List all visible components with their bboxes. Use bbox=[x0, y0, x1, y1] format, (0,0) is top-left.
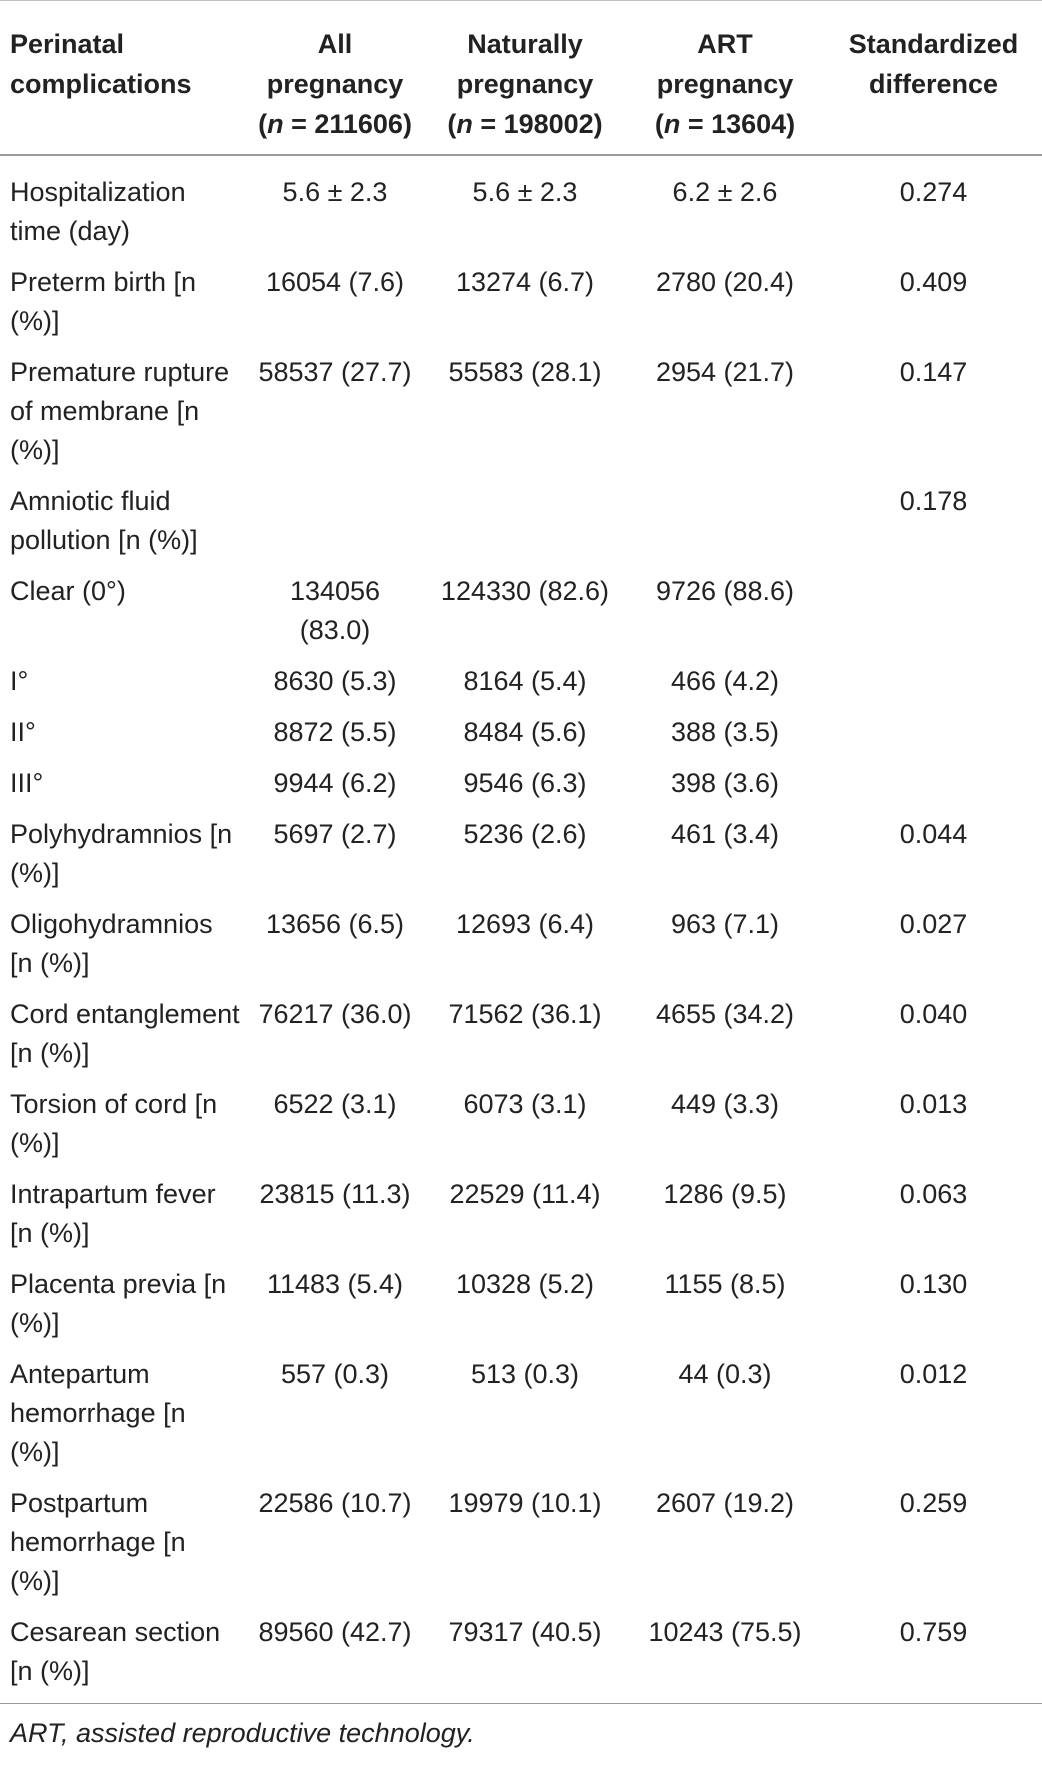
row-label: Preterm birth [n (%)] bbox=[10, 267, 197, 336]
table-row bbox=[0, 347, 1042, 476]
standardized-difference-cell: 0.012 bbox=[899, 1359, 968, 1389]
row-label: Polyhydramnios [n (%)] bbox=[10, 819, 233, 888]
art-pregnancy-cell: 2607 (19.2) bbox=[655, 1488, 795, 1518]
all-pregnancy-cell: 76217 (36.0) bbox=[258, 999, 412, 1029]
header-naturally-pregnancy: Naturally pregnancy (n = 198002) bbox=[425, 1, 625, 156]
all-pregnancy-cell: 9944 (6.2) bbox=[273, 768, 397, 798]
naturally-pregnancy-cell: 9546 (6.3) bbox=[463, 768, 587, 798]
header-art-pregnancy: ART pregnancy (n = 13604) bbox=[625, 1, 825, 156]
all-pregnancy-cell: 11483 (5.4) bbox=[266, 1269, 404, 1299]
naturally-pregnancy-cell: 55583 (28.1) bbox=[448, 357, 602, 387]
all-pregnancy-cell: 134056 (83.0) bbox=[289, 576, 381, 645]
all-pregnancy-cell: 13656 (6.5) bbox=[265, 909, 405, 939]
art-pregnancy-cell: 1286 (9.5) bbox=[663, 1179, 787, 1209]
art-pregnancy-cell: 963 (7.1) bbox=[670, 909, 780, 939]
naturally-pregnancy-cell: 5.6 ± 2.3 bbox=[472, 177, 578, 207]
standardized-difference-cell bbox=[825, 707, 1042, 758]
header-standardized-difference: Standardized difference bbox=[825, 1, 1042, 156]
standardized-difference-cell: 0.409 bbox=[899, 267, 968, 297]
all-pregnancy-cell: 16054 (7.6) bbox=[265, 267, 405, 297]
row-label: Torsion of cord [n (%)] bbox=[10, 1089, 218, 1158]
table-row bbox=[0, 1169, 1042, 1259]
naturally-pregnancy-cell: 5236 (2.6) bbox=[463, 819, 587, 849]
art-pregnancy-cell: 466 (4.2) bbox=[670, 666, 780, 696]
standardized-difference-cell: 0.063 bbox=[899, 1179, 968, 1209]
all-pregnancy-cell: 6522 (3.1) bbox=[273, 1089, 397, 1119]
header-all-pregnancy: All pregnancy (n = 211606) bbox=[245, 1, 425, 156]
all-pregnancy-cell: 23815 (11.3) bbox=[259, 1179, 411, 1209]
all-pregnancy-cell: 8872 (5.5) bbox=[273, 717, 397, 747]
art-pregnancy-cell: 10243 (75.5) bbox=[625, 1607, 825, 1704]
table-body bbox=[0, 155, 1042, 1704]
header-perinatal-complications: Perinatal complications bbox=[0, 1, 245, 156]
naturally-pregnancy-cell: 8164 (5.4) bbox=[463, 666, 587, 696]
naturally-pregnancy-cell: 6073 (3.1) bbox=[463, 1089, 587, 1119]
naturally-pregnancy-cell: 19979 (10.1) bbox=[448, 1488, 602, 1518]
art-pregnancy-cell: 4655 (34.2) bbox=[655, 999, 795, 1029]
row-label: Cesarean section [n (%)] bbox=[0, 1607, 245, 1704]
art-pregnancy-cell: 44 (0.3) bbox=[678, 1359, 772, 1389]
naturally-pregnancy-cell: 10328 (5.2) bbox=[455, 1269, 595, 1299]
row-label: Clear (0°) bbox=[10, 576, 126, 606]
art-pregnancy-cell: 1155 (8.5) bbox=[664, 1269, 786, 1299]
standardized-difference-cell: 0.040 bbox=[899, 999, 968, 1029]
standardized-difference-cell: 0.130 bbox=[899, 1269, 968, 1299]
row-label: I° bbox=[10, 666, 29, 696]
table-row bbox=[0, 707, 1042, 758]
standardized-difference-cell: 0.027 bbox=[899, 909, 968, 939]
header-row bbox=[0, 1, 1042, 156]
art-pregnancy-cell bbox=[625, 476, 825, 566]
table-row bbox=[0, 899, 1042, 989]
standardized-difference-cell: 0.147 bbox=[899, 357, 968, 387]
all-pregnancy-cell: 5697 (2.7) bbox=[273, 819, 397, 849]
row-label: II° bbox=[10, 717, 36, 747]
all-pregnancy-cell: 8630 (5.3) bbox=[273, 666, 397, 696]
table-row bbox=[0, 989, 1042, 1079]
row-label: Oligohydramnios [n (%)] bbox=[10, 909, 213, 978]
all-pregnancy-cell: 89560 (42.7) bbox=[245, 1607, 425, 1704]
naturally-pregnancy-cell: 124330 (82.6) bbox=[440, 576, 610, 606]
naturally-pregnancy-cell: 22529 (11.4) bbox=[449, 1179, 601, 1209]
art-pregnancy-cell: 398 (3.6) bbox=[670, 768, 780, 798]
art-pregnancy-cell: 449 (3.3) bbox=[670, 1089, 780, 1119]
all-pregnancy-cell: 5.6 ± 2.3 bbox=[282, 177, 388, 207]
naturally-pregnancy-cell: 513 (0.3) bbox=[470, 1359, 580, 1389]
all-pregnancy-cell: 58537 (27.7) bbox=[258, 357, 412, 387]
standardized-difference-cell: 0.013 bbox=[899, 1089, 968, 1119]
standardized-difference-cell bbox=[825, 758, 1042, 809]
standardized-difference-cell: 0.178 bbox=[899, 486, 968, 516]
table-row bbox=[0, 1079, 1042, 1169]
table-row bbox=[0, 1259, 1042, 1349]
table-row bbox=[0, 809, 1042, 899]
art-pregnancy-cell: 2954 (21.7) bbox=[655, 357, 795, 387]
row-label: Hospitalization time (day) bbox=[10, 177, 186, 246]
row-label: Amniotic fluid pollution [n (%)] bbox=[10, 486, 198, 555]
row-label: III° bbox=[10, 768, 44, 798]
art-pregnancy-cell: 461 (3.4) bbox=[670, 819, 780, 849]
table-row bbox=[0, 476, 1042, 566]
table-row bbox=[0, 1607, 1042, 1704]
table-header bbox=[0, 1, 1042, 156]
standardized-difference-cell bbox=[825, 566, 1042, 656]
naturally-pregnancy-cell: 79317 (40.5) bbox=[425, 1607, 625, 1704]
art-pregnancy-cell: 6.2 ± 2.6 bbox=[672, 177, 778, 207]
table-row bbox=[0, 257, 1042, 347]
table-row bbox=[0, 1349, 1042, 1478]
row-label: Postpartum hemorrhage [n (%)] bbox=[10, 1488, 186, 1596]
row-label: Intrapartum fever [n (%)] bbox=[10, 1179, 216, 1248]
art-pregnancy-cell: 9726 (88.6) bbox=[655, 576, 795, 606]
naturally-pregnancy-cell: 71562 (36.1) bbox=[448, 999, 602, 1029]
standardized-difference-cell: 0.044 bbox=[899, 819, 968, 849]
table-row bbox=[0, 1478, 1042, 1607]
row-label: Antepartum hemorrhage [n (%)] bbox=[10, 1359, 186, 1467]
all-pregnancy-cell: 557 (0.3) bbox=[280, 1359, 390, 1389]
row-label: Premature rupture of membrane [n (%)] bbox=[10, 357, 230, 465]
standardized-difference-cell: 0.259 bbox=[899, 1488, 968, 1518]
row-label: Placenta previa [n (%)] bbox=[10, 1269, 227, 1338]
art-pregnancy-cell: 2780 (20.4) bbox=[655, 267, 795, 297]
standardized-difference-cell: 0.759 bbox=[825, 1607, 1042, 1704]
standardized-difference-cell: 0.274 bbox=[899, 177, 968, 207]
table-row bbox=[0, 155, 1042, 257]
table-footnote: ART, assisted reproductive technology. bbox=[10, 1718, 475, 1748]
naturally-pregnancy-cell: 13274 (6.7) bbox=[455, 267, 595, 297]
naturally-pregnancy-cell: 8484 (5.6) bbox=[463, 717, 587, 747]
all-pregnancy-cell: 22586 (10.7) bbox=[258, 1488, 412, 1518]
naturally-pregnancy-cell: 12693 (6.4) bbox=[455, 909, 595, 939]
table-row bbox=[0, 758, 1042, 809]
standardized-difference-cell bbox=[825, 656, 1042, 707]
all-pregnancy-cell bbox=[245, 476, 425, 566]
row-label: Cord entanglement [n (%)] bbox=[10, 999, 240, 1068]
table-row bbox=[0, 566, 1042, 656]
naturally-pregnancy-cell bbox=[425, 476, 625, 566]
table-row bbox=[0, 656, 1042, 707]
art-pregnancy-cell: 388 (3.5) bbox=[670, 717, 780, 747]
